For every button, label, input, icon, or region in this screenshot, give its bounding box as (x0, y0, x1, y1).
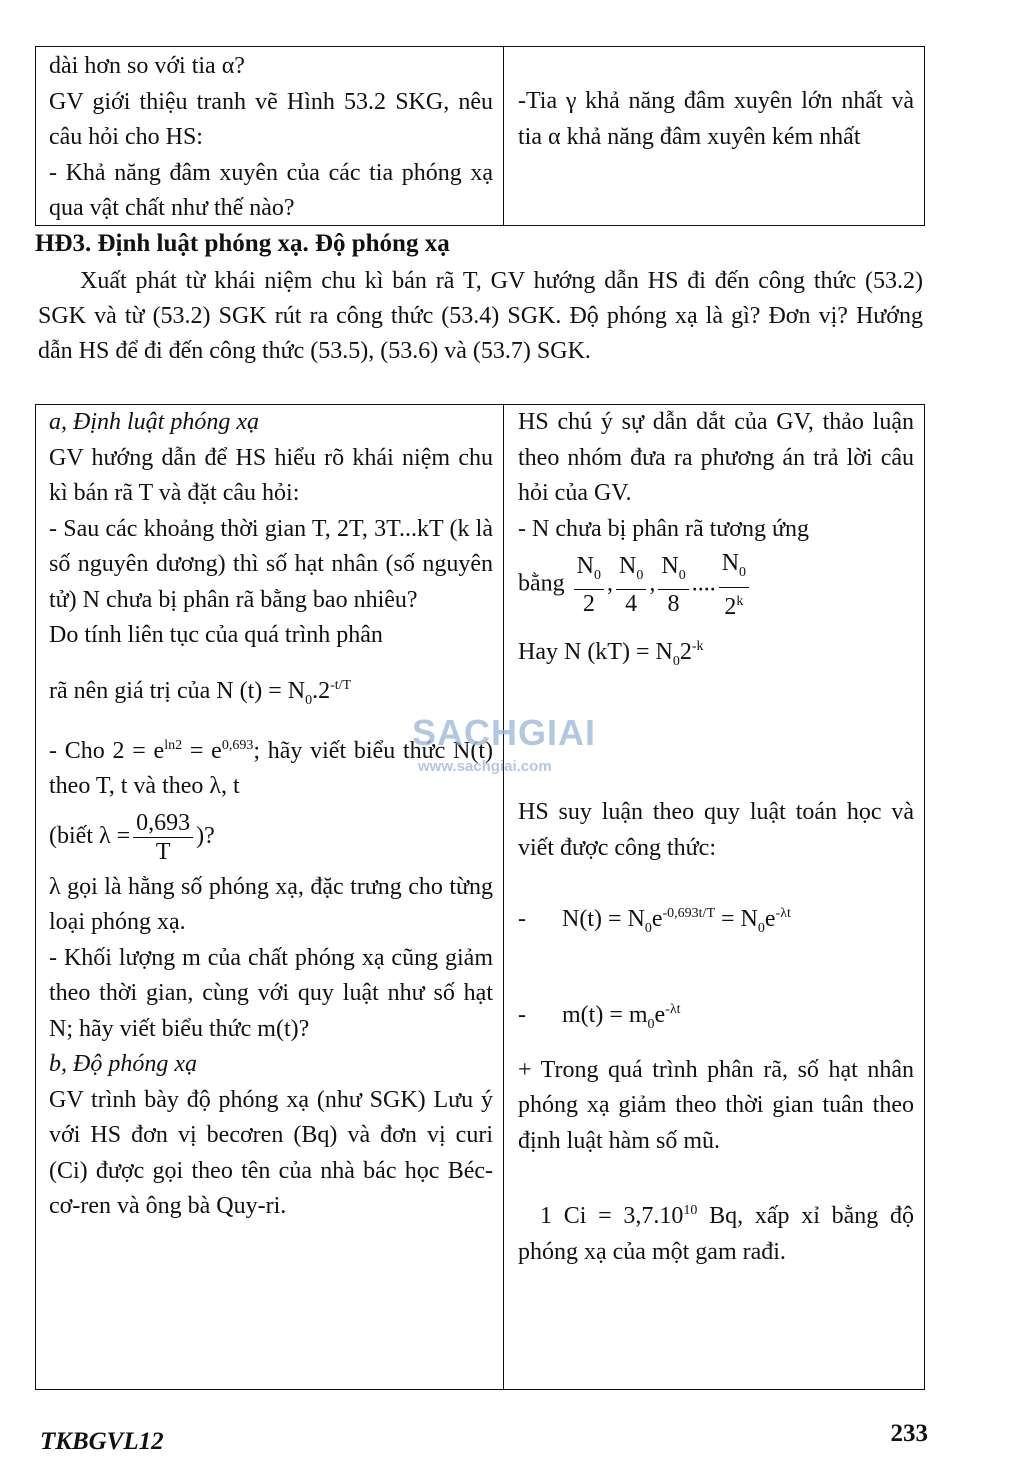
page-number: 233 (890, 1420, 928, 1447)
text-line: - N chưa bị phân rã tương ứng (518, 515, 809, 542)
fraction: $\frac{N_0}{4}$ (616, 552, 646, 619)
text-line: GV giới thiệu tranh vẽ Hình 53.2 SKG, nêu câu hỏi cho HS: (49, 88, 493, 150)
text-line: 1 $Ci = 3,7.10^{10}$ Bq, xấp xỉ bằng độ phóng xạ của một gam rađi. (518, 1203, 914, 1265)
text-line: -Tia γ khả năng đâm xuyên lớn nhất và tia α khả năng đâm xuyên kém nhất (518, 88, 914, 150)
text-line: + Trong quá trình phân rã, số hạt nhân phóng xạ giảm theo thời gian tuân theo định luật hàm số mũ. (518, 1056, 914, 1154)
table-top-right (504, 47, 924, 225)
formula-line: bằng $\frac{N_0}{2}$ , $\frac{N_0}{4}$ , $\frac{N_0}{8}$ .... $\frac{N_0}{2^k}$ (518, 549, 914, 621)
watermark-url: www.sachgiai.com (418, 758, 552, 775)
table-main (35, 404, 925, 1390)
formula-line: Hay N $(kT) = N_02^{-k}$ (518, 638, 704, 669)
intro-paragraph: Xuất phát từ khái niệm chu kì bán rã T, GV hướng dẫn HS đi đến công thức (53.2) SGK và từ (53.2) SGK rút ra công thức (53.4) SGK. Độ phóng xạ là gì? Đơn vị? Hướng dẫn HS để đi đến công thức (53.5), (53.6) và (53.7) SGK. (38, 268, 923, 364)
table-top (35, 46, 925, 226)
formula-line: - $m(t) = m_0e^{-\lambda t}$ (518, 1002, 681, 1033)
formula-line: (biết λ = $\frac{0,693}{T}$ )? (49, 809, 215, 865)
table-top-left (36, 47, 504, 225)
subheading-b: b, Độ phóng xạ (49, 1051, 197, 1078)
formula-line: - Cho $2 = e^{ln2} = e^{0,693}$; hãy viết biểu thức N(t) theo T, t và theo λ, t (49, 737, 494, 800)
text-line: - Sau các khoảng thời gian T, 2T, 3T...kT (k là số nguyên dương) thì số hạt nhân (số nguyên tử) N chưa bị phân rã bằng bao nhiêu? (49, 515, 493, 613)
text-line: - Khối lượng m của chất phóng xạ cũng giảm theo thời gian, cùng với quy luật như số hạt N; hãy viết biểu thức m(t)? (49, 944, 493, 1042)
table-main-right (504, 405, 924, 1389)
fraction: $\frac{N_0}{2}$ (574, 552, 604, 619)
text-line: λ gọi là hằng số phóng xạ, đặc trưng cho từng loại phóng xạ. (49, 873, 493, 936)
text-line: GV trình bày độ phóng xạ (như SGK) Lưu ý với HS đơn vị becơren (Bq) và đơn vị curi (Ci) được gọi theo tên của nhà bác học Béc-cơ-ren và ông bà Quy-ri. (49, 1086, 493, 1220)
watermark (412, 712, 596, 775)
fraction: $\frac{N_0}{8}$ (658, 552, 688, 619)
table-main-left (36, 405, 504, 1389)
fraction: $\frac{N_0}{2^k}$ (719, 549, 749, 621)
text-line: Do tính liên tục của quá trình phân (49, 622, 383, 648)
text-line: dài hơn so với tia α? (49, 53, 245, 79)
watermark-logo-text: SACHGIAI (412, 712, 597, 753)
subheading-a: a, Định luật phóng xạ (49, 409, 259, 435)
text-line: - Khả năng đâm xuyên của các tia phóng xạ qua vật chất như thế nào? (49, 159, 493, 221)
text-line: HS suy luận theo quy luật toán học và viết được công thức: (518, 799, 914, 861)
formula-line: - $N(t) = N_0e^{-0,693t/T} = N_0e^{-\lambda t}$ (518, 906, 791, 936)
footer-book-code: TKBGVL12 (40, 1428, 164, 1455)
formula-line: rã nên giá trị của N $(t) = N_0.2^{-t/T}$ (49, 677, 352, 708)
fraction: $\frac{0,693}{T}$ (133, 809, 193, 866)
text-line: HS chú ý sự dẫn dắt của GV, thảo luận theo nhóm đưa ra phương án trả lời câu hỏi của GV. (518, 409, 914, 506)
text-line: GV hướng dẫn để HS hiểu rõ khái niệm chu kì bán rã T và đặt câu hỏi: (49, 444, 493, 506)
section-heading: HĐ3. Định luật phóng xạ. Độ phóng xạ (35, 230, 450, 257)
